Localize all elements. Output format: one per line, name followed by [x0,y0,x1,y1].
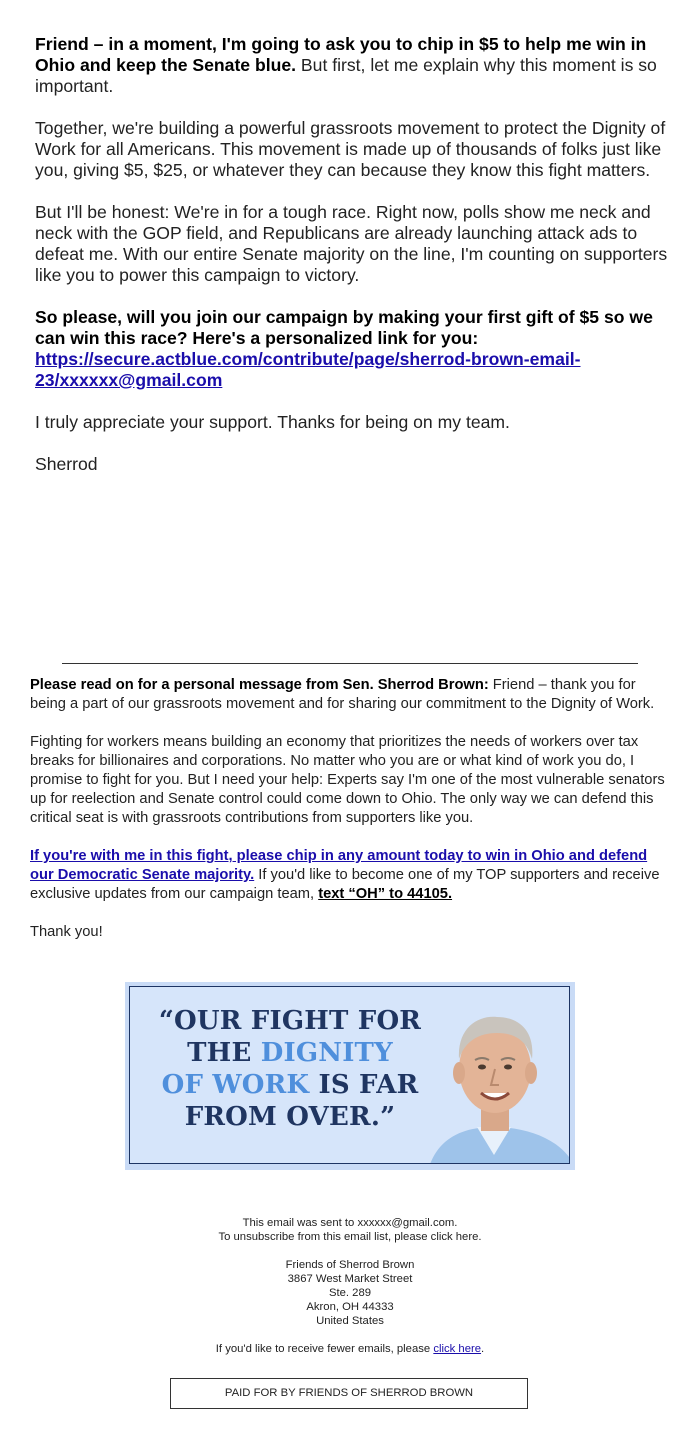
intro-rest: But first, let me explain why this moment is so important. [35,55,657,96]
email-body [35,34,675,496]
sent-to-text: This email was sent to xxxxxx@gmail.com. [242,1217,458,1229]
workers-paragraph: Fighting for workers means building an economy that prioritizes the needs of workers over tax breaks for billionaires and corporations. No matter who you are or what kind of work you do, I promise to fight for you. But I need your help: Experts say I'm one of the most vulnerable senators up for reelection and Senate control could come down to Ohio. The only way we can defend this critical seat is with grassroots contributions from supporters like you. [30,734,665,826]
top-supporters-text: If you'd like to become one of my TOP supporters and receive exclusive updates from our campaign team, [30,867,660,902]
banner-quote [140,1005,440,1133]
unsubscribe-link[interactable]: To unsubscribe from this email list, please click here. [218,1231,482,1243]
city-state-zip: Akron, OH 44333 [306,1301,394,1313]
chip-in-paragraph [30,847,670,904]
personal-intro-heading: Please read on for a personal message from Sen. Sherrod Brown: [30,677,489,693]
chip-in-link[interactable]: If you're with me in this fight, please chip in any amount today to win in Ohio and defend our Democratic Senate majority. [30,848,648,883]
org-name: Friends of Sherrod Brown [285,1259,415,1271]
signature: Sherrod [35,454,98,474]
fewer-emails-link[interactable]: click here [433,1343,482,1355]
quote-line-3: OF WORK IS FAR [161,1070,419,1100]
personal-message [30,676,670,961]
race-paragraph: But I'll be honest: We're in for a tough race. Right now, polls show me neck and neck with the GOP field, and Republicans are already launching attack ads to defeat me. With our entire Senate majority on the line, I'm counting on supporters like you to power this campaign to victory. [35,202,668,285]
ask-paragraph [35,307,675,391]
street-address: 3867 West Market Street [287,1273,413,1285]
thanks-paragraph: I truly appreciate your support. Thanks for being on my team. [35,412,510,432]
movement-paragraph: Together, we're building a powerful grassroots movement to protect the Dignity of Work for all Americans. This movement is made up of thousands of folks just like you, giving $5, $25, or whatever they can because they know this fight matters. [35,118,666,180]
section-divider [62,663,638,664]
intro-ask: Friend – in a moment, I'm going to ask you to chip in $5 to help me win in Ohio and keep the Senate blue. [35,34,647,75]
country: United States [316,1315,384,1327]
quote-line-1: “OUR FIGHT FOR [158,1006,422,1036]
banner-frame [129,986,570,1164]
donation-link[interactable]: https://secure.actblue.com/contribute/page/sherrod-brown-email-23/xxxxxx@gmail.com [35,349,581,390]
personal-intro-rest: Friend – thank you for being a part of our grassroots movement and for sharing our commitment to the Dignity of Work. [30,677,655,712]
personal-intro [30,676,670,714]
ask-text: So please, will you join our campaign by making your first gift of $5 so we can win this race? Here's a personalized link for you: [35,307,653,348]
intro-paragraph [35,34,675,97]
quote-line-2: THE DIGNITY [187,1038,393,1068]
quote-line-4: FROM OVER.” [184,1102,396,1132]
paid-for-disclaimer: PAID FOR BY FRIENDS OF SHERROD BROWN [170,1378,528,1409]
suite: Ste. 289 [328,1287,372,1299]
senator-photo [419,987,569,1164]
mailing-address [0,1258,700,1328]
email-footer [0,1216,700,1370]
thank-you: Thank you! [30,924,103,940]
fewer-emails: If you'd like to receive fewer emails, please click here. [215,1343,485,1355]
dignity-of-work-banner[interactable] [125,982,575,1170]
text-oh-link[interactable]: text “OH” to 44105. [318,886,453,902]
